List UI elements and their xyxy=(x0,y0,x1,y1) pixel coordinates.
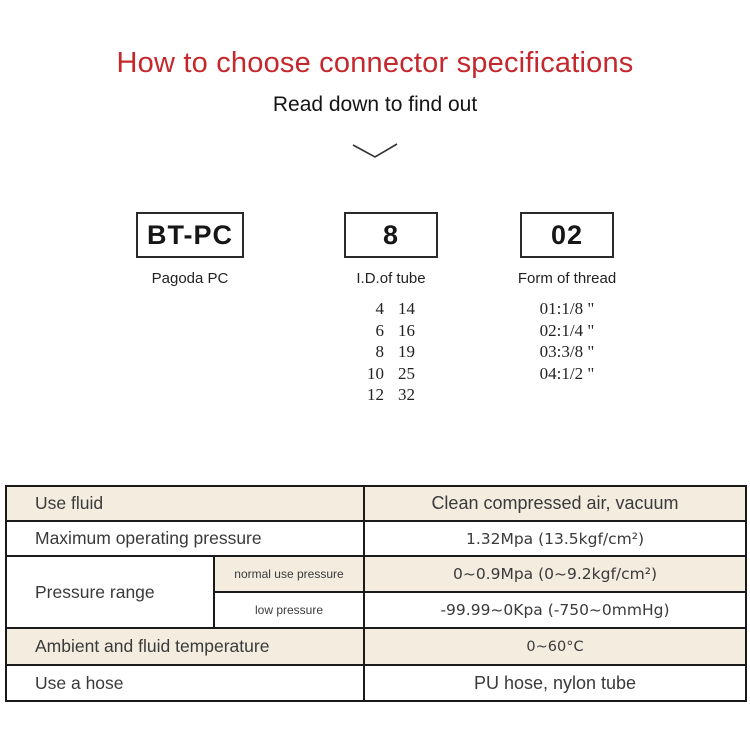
tube-id-option-row xyxy=(344,298,438,320)
table-row xyxy=(6,521,746,556)
chevron-down-icon xyxy=(352,142,398,160)
code-box-thread xyxy=(520,212,614,258)
tube-id-value: 6 xyxy=(375,320,384,340)
thread-option: 01:1/8 " xyxy=(539,299,595,318)
spec-value-hose: PU hose, nylon tube xyxy=(364,665,746,701)
table-row xyxy=(6,556,746,592)
code-box-series-text: BT-PC xyxy=(147,219,233,250)
thread-option: 04:1/2 " xyxy=(539,363,595,383)
spec-value-use-fluid: Clean compressed air, vacuum xyxy=(364,486,746,521)
tube-id-value: 25 xyxy=(398,363,415,383)
tube-id-option-row xyxy=(344,363,438,385)
tube-id-value: 4 xyxy=(375,299,384,318)
tube-id-value: 12 xyxy=(367,385,384,404)
spec-label-max-pressure: Maximum operating pressure xyxy=(6,521,364,556)
segment-label-series: Pagoda PC xyxy=(151,270,229,287)
tube-id-value: 10 xyxy=(367,363,384,383)
thread-option: 02:1/4 " xyxy=(539,320,595,340)
spec-table xyxy=(5,485,747,702)
table-row xyxy=(6,486,746,521)
spec-label-temperature: Ambient and fluid temperature xyxy=(6,628,364,665)
thread-option: 03:3/8 " xyxy=(539,342,595,361)
page-subtitle: Read down to find out xyxy=(272,93,478,116)
spec-sublabel-normal-pressure: normal use pressure xyxy=(214,556,364,592)
code-box-series xyxy=(136,212,244,258)
tube-id-option-row xyxy=(344,320,438,342)
tube-id-value: 8 xyxy=(375,342,384,361)
code-box-tube-id xyxy=(344,212,438,258)
thread-options-list xyxy=(500,298,634,384)
code-box-tube-id-text: 8 xyxy=(382,219,400,250)
code-box-thread-text: 02 xyxy=(550,219,584,250)
tube-id-value: 32 xyxy=(398,385,415,404)
tube-id-option-row xyxy=(344,341,438,363)
spec-label-pressure-range: Pressure range xyxy=(6,556,214,628)
tube-id-value: 14 xyxy=(398,299,415,318)
spec-sublabel-low-pressure: low pressure xyxy=(214,592,364,628)
segment-label-tube-id: I.D.of tube xyxy=(356,270,426,287)
table-row xyxy=(6,628,746,665)
tube-id-options-list xyxy=(344,298,438,406)
segment-label-thread: Form of thread xyxy=(517,270,617,287)
spec-label-hose: Use a hose xyxy=(6,665,364,701)
tube-id-value: 16 xyxy=(398,320,415,340)
spec-value-temperature: 0~60°C xyxy=(364,628,746,665)
spec-value-normal-pressure: 0~0.9Mpa (0~9.2kgf/cm²) xyxy=(364,556,746,592)
tube-id-value: 19 xyxy=(398,342,415,361)
spec-value-max-pressure: 1.32Mpa (13.5kgf/cm²) xyxy=(364,521,746,556)
spec-label-use-fluid: Use fluid xyxy=(6,486,364,521)
table-row xyxy=(6,665,746,701)
spec-value-low-pressure: -99.99~0Kpa (-750~0mmHg) xyxy=(364,592,746,628)
tube-id-option-row xyxy=(344,384,438,406)
page-title: How to choose connector specifications xyxy=(116,47,634,79)
